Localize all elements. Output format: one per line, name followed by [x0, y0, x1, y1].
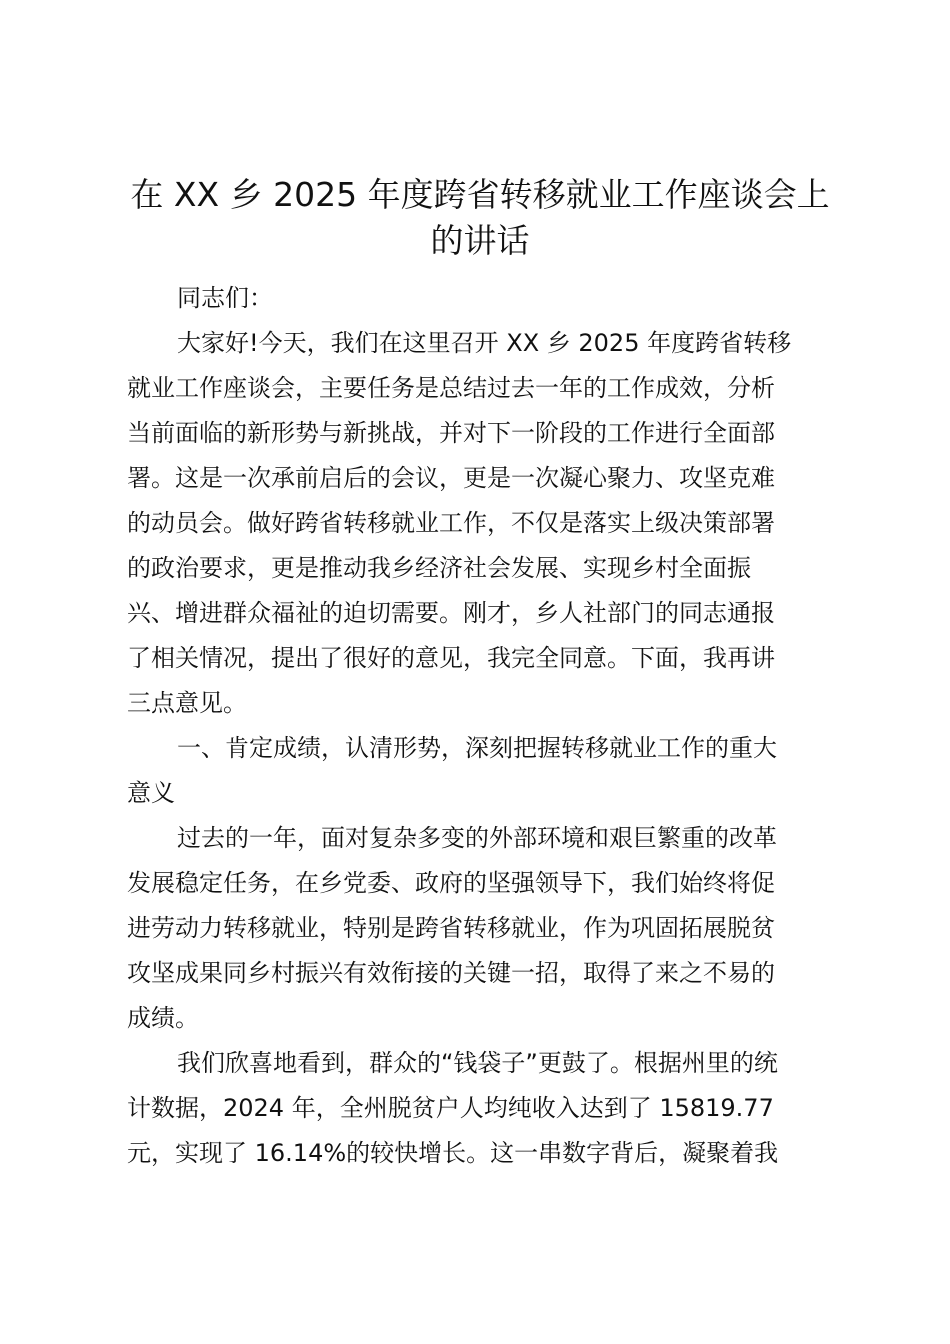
- section-heading: 意义: [127, 779, 175, 807]
- title-line: 在 XX 乡 2025 年度跨省转移就业工作座谈会上: [130, 175, 830, 214]
- paragraph-line: 攻坚成果同乡村振兴有效衔接的关键一招，取得了来之不易的: [127, 959, 775, 987]
- paragraph-line: 元，实现了 16.14%的较快增长。这一串数字背后，凝聚着我: [127, 1139, 779, 1167]
- paragraph-line: 发展稳定任务，在乡党委、政府的坚强领导下，我们始终将促: [127, 869, 775, 897]
- paragraph-line: 大家好!今天，我们在这里召开 XX 乡 2025 年度跨省转移: [177, 329, 792, 357]
- title-line: 的讲话: [430, 221, 530, 260]
- paragraph-line: 三点意见。: [127, 689, 247, 717]
- paragraph-line: 了相关情况，提出了很好的意见，我完全同意。下面，我再讲: [127, 644, 775, 672]
- paragraph-line: 过去的一年，面对复杂多变的外部环境和艰巨繁重的改革: [177, 824, 777, 852]
- paragraph-line: 计数据，2024 年，全州脱贫户人均纯收入达到了 15819.77: [127, 1094, 774, 1122]
- document-body: [127, 276, 827, 1176]
- document-title: [120, 172, 840, 264]
- paragraph-line: 当前面临的新形势与新挑战，并对下一阶段的工作进行全面部: [127, 419, 775, 447]
- section-heading: 一、肯定成绩，认清形势，深刻把握转移就业工作的重大: [177, 734, 777, 762]
- paragraph-line: 我们欣喜地看到，群众的“钱袋子”更鼓了。根据州里的统: [177, 1049, 778, 1077]
- paragraph-line: 的政治要求，更是推动我乡经济社会发展、实现乡村全面振: [127, 554, 751, 582]
- salutation: 同志们：: [177, 284, 273, 312]
- paragraph-line: 进劳动力转移就业，特别是跨省转移就业，作为巩固拓展脱贫: [127, 914, 775, 942]
- paragraph-line: 署。这是一次承前启后的会议，更是一次凝心聚力、攻坚克难: [127, 464, 775, 492]
- paragraph-line: 就业工作座谈会，主要任务是总结过去一年的工作成效，分析: [127, 374, 775, 402]
- paragraph-line: 的动员会。做好跨省转移就业工作，不仅是落实上级决策部署: [127, 509, 775, 537]
- paragraph-line: 成绩。: [127, 1004, 199, 1032]
- paragraph-line: 兴、增进群众福祉的迫切需要。刚才，乡人社部门的同志通报: [127, 599, 775, 627]
